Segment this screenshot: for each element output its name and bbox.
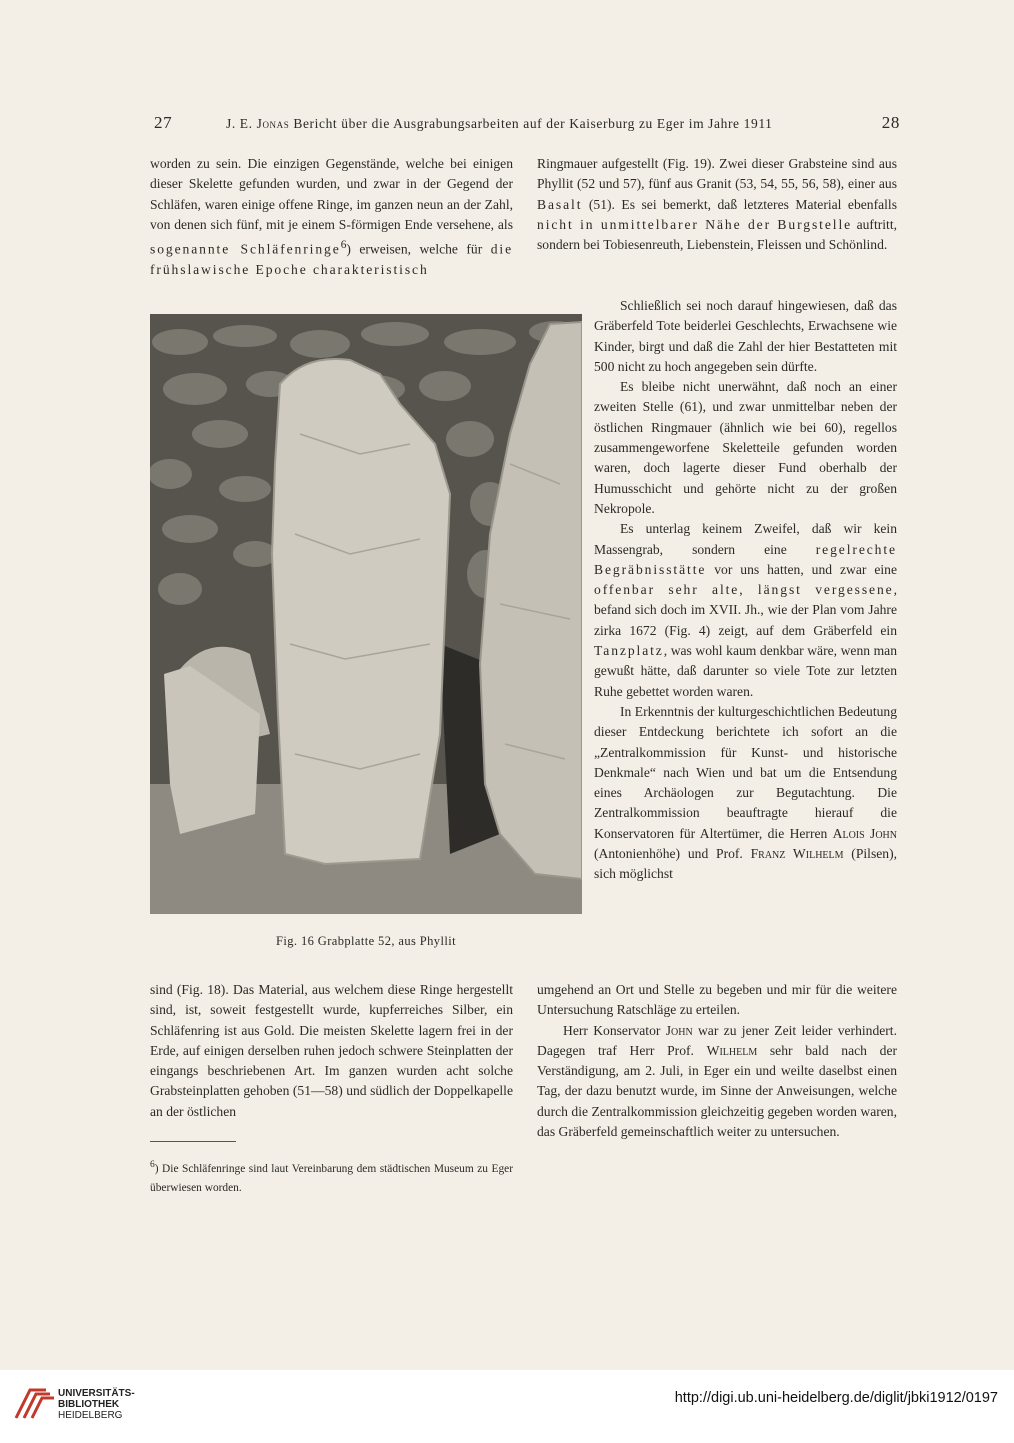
page-number-left: 27	[154, 113, 173, 132]
text-run: Basalt	[537, 196, 583, 212]
footnote	[150, 1156, 513, 1198]
text-run: war zu jener Zeit leider verhindert. Dagegen traf Herr Prof.	[537, 1022, 897, 1058]
text-run: Herr Konservator	[563, 1022, 666, 1038]
page-number-right: 28	[881, 113, 900, 132]
footnote-marker: 6	[150, 1160, 155, 1170]
paragraph	[594, 377, 897, 519]
text-run: (51). Es sei bemerkt, daß letzteres Material ebenfalls	[582, 196, 897, 212]
running-header	[140, 113, 900, 137]
text-run: sind (Fig. 18). Das Material, aus welchem diese Ringe hergestellt sind, ist, soweit festgestellt wurde, kupferreiches Silber, ein Schläfenring ist aus Gold. Die meisten Skelette lagern frei in der Erde, auf einigen derselben ruhen jedoch schwere Steinplatten der eingangs beschriebenen Art. Im ganzen wurden acht solche Grabsteinplatten gehoben (51—58) und südlich der Doppelkapelle an der östlichen	[150, 982, 513, 1119]
library-name-line2: BIBLIOTHEK	[58, 1399, 120, 1410]
text-run: offenbar sehr alte, längst vergessene	[594, 582, 894, 598]
author-name: J. E. Jonas	[226, 116, 290, 131]
library-name-line3: HEIDELBERG	[58, 1410, 123, 1421]
left-column-bottom	[150, 980, 513, 1122]
paragraph	[150, 980, 513, 1122]
paragraph	[537, 980, 897, 1021]
text-run: Tanzplatz	[594, 643, 664, 659]
library-logo-icon	[10, 1378, 60, 1428]
paragraph	[537, 1021, 897, 1143]
footnote-ref: 6	[340, 239, 347, 252]
text-run: die frühslawische Epoche charakteristisch	[150, 241, 514, 278]
right-column-bottom	[537, 980, 897, 1142]
left-column-top	[150, 154, 513, 280]
text-run: Schließlich sei noch darauf hingewiesen, daß das Gräberfeld Tote beiderlei Geschlechts, Erwachsene wie Kinder, birgt und daß die Zahl der hier Bestatteten mit 500 nicht zu hoch angegeben sein dürfte.	[594, 298, 897, 374]
paragraph	[594, 296, 897, 377]
paragraph	[594, 702, 897, 885]
figure-photo	[150, 314, 582, 914]
text-run: In Erkenntnis der kulturgeschichtlichen Bedeutung dieser Entdeckung berichtete ich sofort an die „Zentralkommission für Kunst- und historische Denkmale“ nach Wien und bat um die Entsendung eines Archäologen zur Begutachtung. Die Zentralkommission beauftragte hierauf die Konservatoren für Altertümer, die Herren	[594, 703, 897, 841]
footer-bar	[0, 1370, 1014, 1443]
text-run: sehr bald nach der Verständigung, am 2. Juli, in Eger ein und weilte daselbst einen Tag, der dazu benutzt wurde, im Sinne der Anweisungen, welche durch die Zentralkommission gleichzeitig gegeben worden waren, das Gräberfeld gemeinschaftlich weiter zu untersuchen.	[537, 1042, 897, 1140]
text-run: (Pilsen), sich möglichst	[594, 846, 897, 882]
running-title	[226, 116, 773, 132]
text-run: auftritt, sondern bei Tobiesenreuth, Liebenstein, Fleissen und Schönlind.	[537, 216, 897, 253]
text-run: Es unterlag keinem Zweifel, daß wir kein Massengrab, sondern eine	[594, 521, 897, 557]
paragraph	[150, 154, 513, 280]
paragraph	[537, 154, 897, 255]
paragraph	[594, 519, 897, 702]
figure-caption: Fig. 16 Grabplatte 52, aus Phyllit	[276, 934, 456, 948]
text-run: John	[665, 1022, 693, 1038]
text-run: Es bleibe nicht unerwähnt, daß noch an einer zweiten Stelle (61), und zwar unmittelbar neben der östlichen Ringmauer (ähnlich wie bei 60), regellos zusammengeworfene Skeletteile gefunden worden waren, doch lagerte dieser Fund oberhalb der Humusschicht und gehörte nicht zu der großen Nekropole.	[594, 379, 897, 516]
text-run: Ringmauer aufgestellt (Fig. 19). Zwei dieser Grabsteine sind aus Phyllit (52 und 57), fünf aus Granit (53, 54, 55, 56, 58), einer aus	[537, 156, 897, 192]
library-name	[58, 1388, 135, 1421]
article-title: Bericht über die Ausgrabungsarbeiten auf der Kaiserburg zu Eger im Jahre 1911	[293, 116, 773, 131]
right-column-top	[537, 154, 897, 255]
text-run: sogenannte Schläfenringe	[150, 241, 341, 257]
text-run: Wilhelm	[706, 1042, 758, 1058]
large-standing-stone	[272, 359, 450, 864]
text-run: ) erweisen, welche für	[346, 241, 491, 257]
library-name-line1: UNIVERSITÄTS-	[58, 1388, 135, 1399]
text-run: , was wohl kaum denkbar wäre, wenn man gewußt hätte, daß darunter so viele Tote zur letzten Ruhe gebettet worden waren.	[594, 643, 897, 699]
text-run: Franz Wilhelm	[750, 846, 844, 862]
text-run: (Antonienhöhe) und Prof.	[594, 846, 751, 862]
text-run: , befand sich doch im XVII. Jh., wie der Plan vom Jahre zirka 1672 (Fig. 4) zeigt, auf dem Gräberfeld ein	[594, 582, 897, 638]
grave-stone-photo	[150, 314, 582, 914]
footnote-rule	[150, 1141, 236, 1142]
source-url-link[interactable]: http://digi.ub.uni-heidelberg.de/diglit/jbki1912/0197	[674, 1390, 998, 1406]
text-run: vor uns hatten, und zwar eine	[706, 561, 897, 577]
text-run: Alois John	[832, 825, 897, 841]
right-column-beside-figure	[594, 296, 897, 885]
text-run: nicht in unmittelbarer Nähe der Burgstelle	[537, 216, 853, 232]
footnote-text: ) Die Schläfenringe sind laut Vereinbarung dem städtischen Museum zu Eger überwiesen worden.	[150, 1162, 513, 1194]
text-run: worden zu sein. Die einzigen Gegenstände, welche bei einigen dieser Skelette gefunden wurden, und zwar in der Gegend der Schläfen, waren einige offene Ringe, im ganzen neun an der Zahl, von denen sich fünf, mit je einem S-förmigen Ende versehene, als	[150, 156, 513, 232]
text-run: regelrechte Begräbnisstätte	[594, 541, 897, 577]
text-run: umgehend an Ort und Stelle zu begeben und mir für die weitere Untersuchung Ratschläge zu erteilen.	[537, 982, 897, 1018]
